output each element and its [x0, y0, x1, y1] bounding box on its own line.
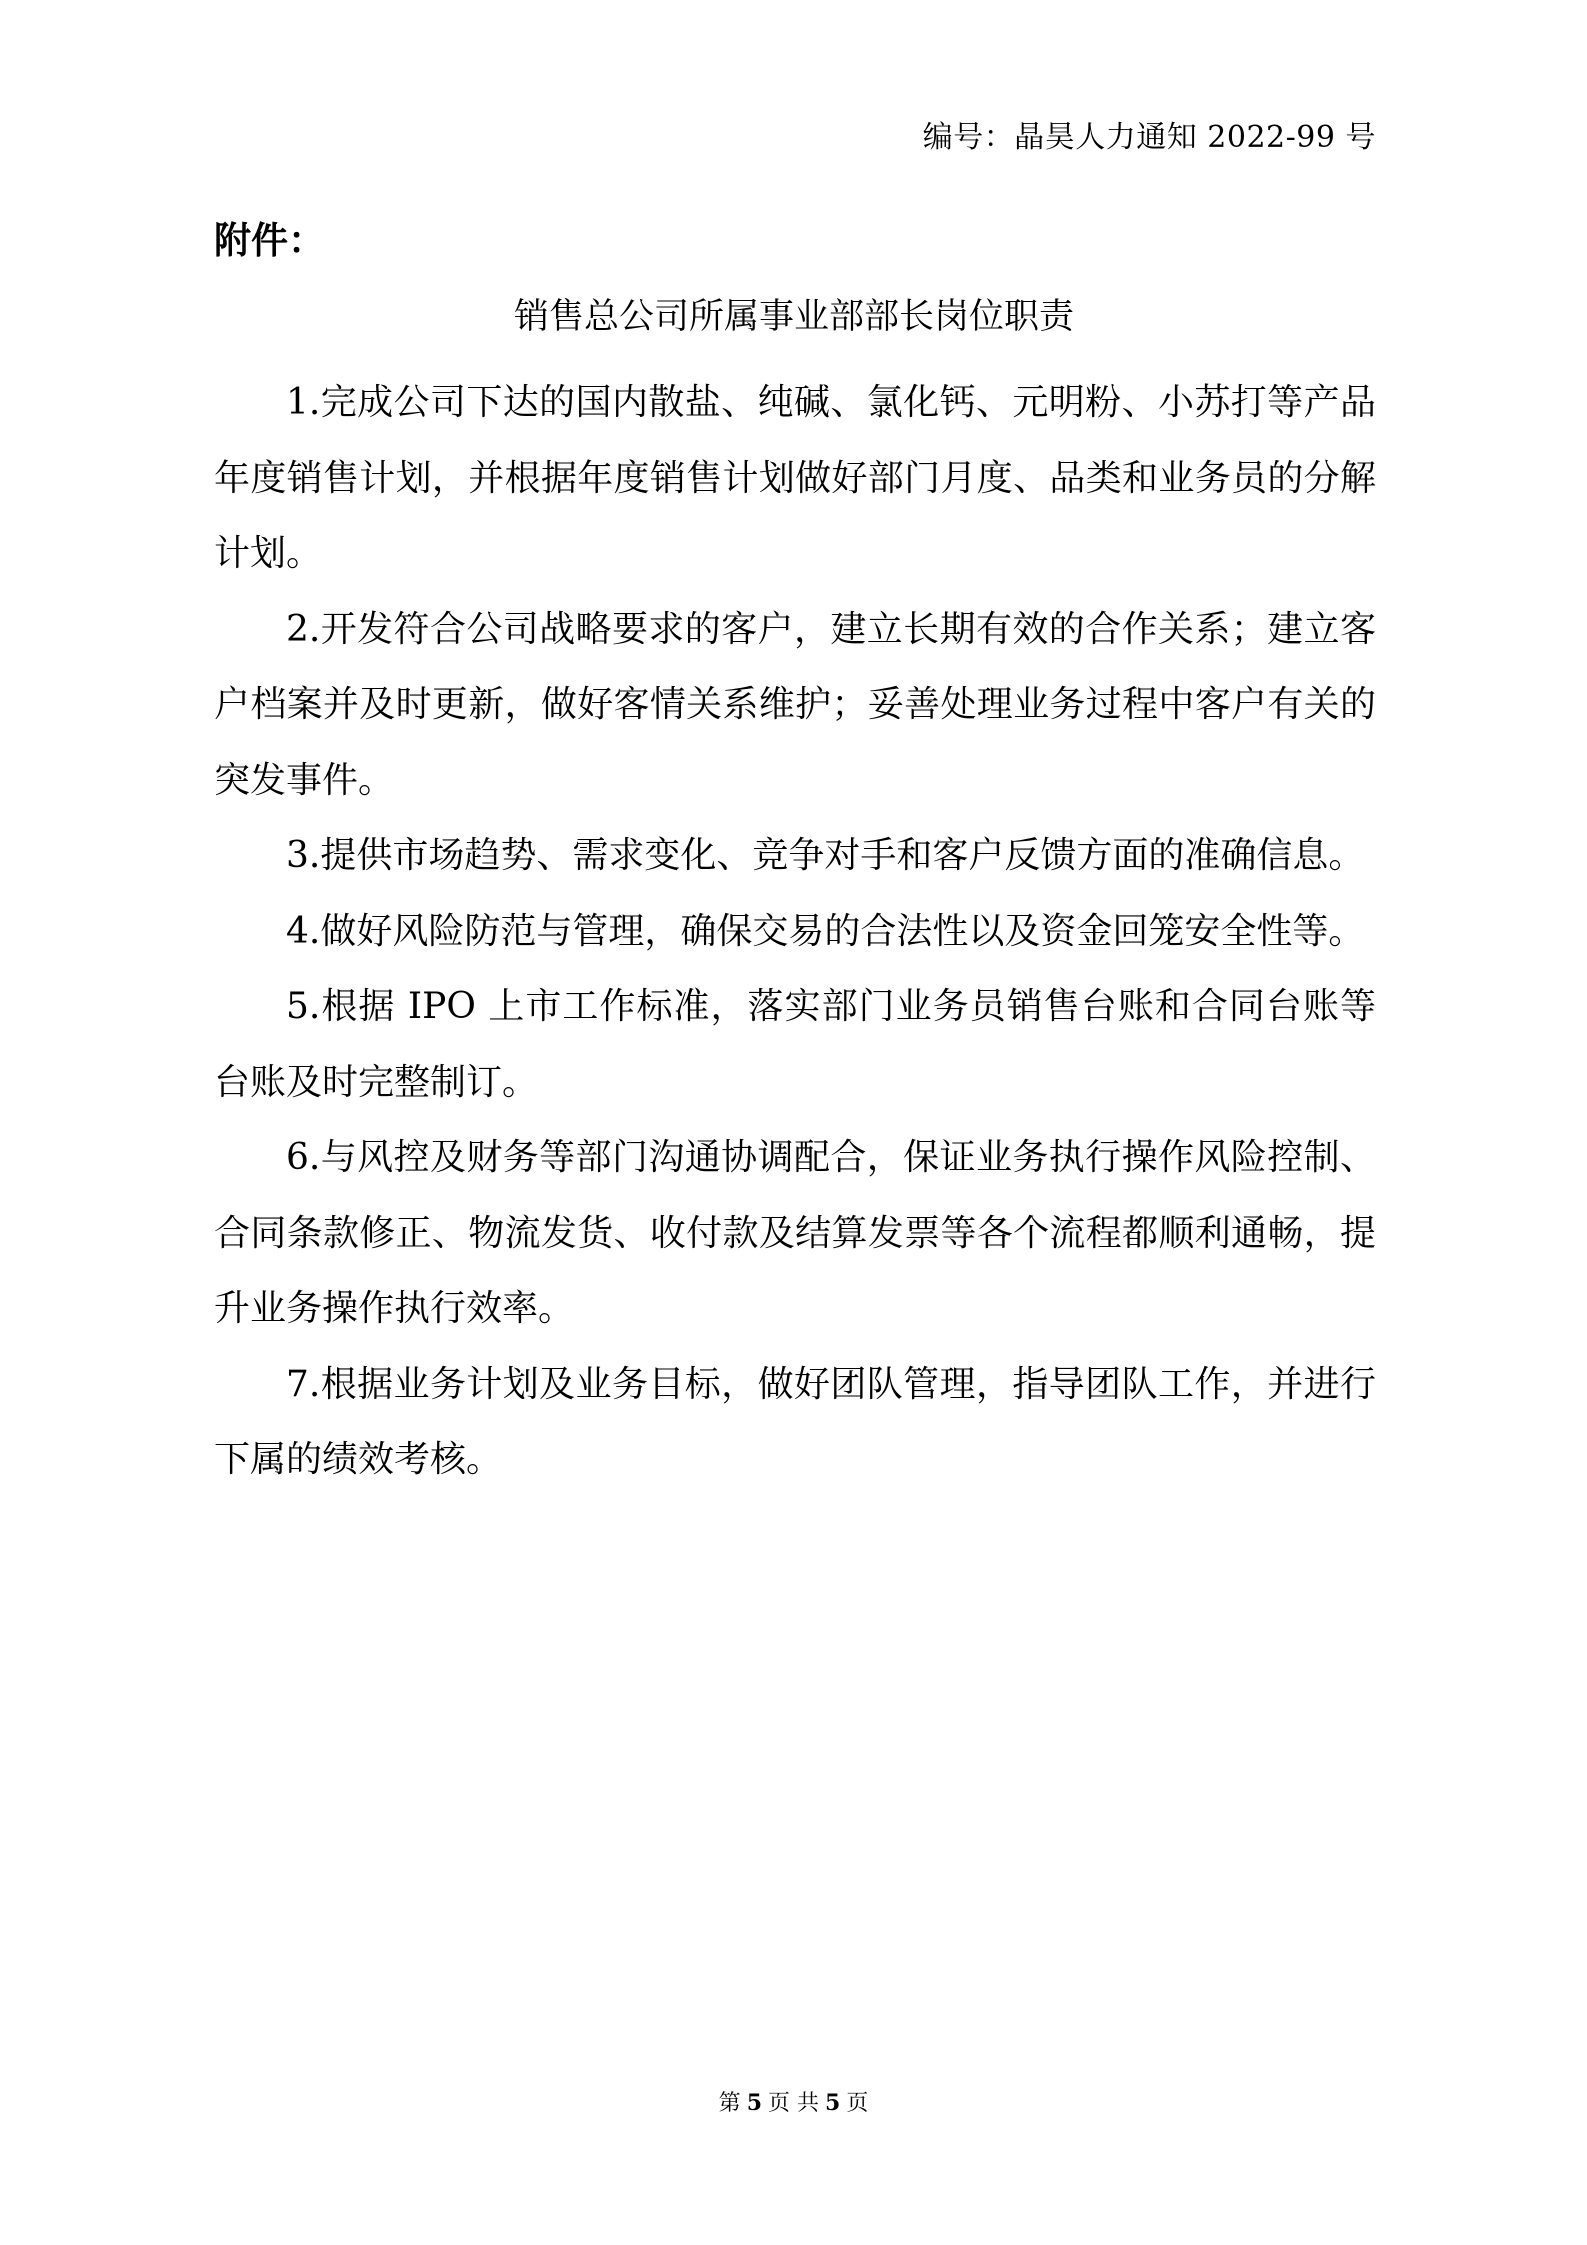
paragraph-3: 3.提供市场趋势、需求变化、竞争对手和客户反馈方面的准确信息。	[286, 835, 1365, 876]
paragraph-2: 2.开发符合公司战略要求的客户，建立长期有效的合作关系；建立客户档案并及时更新，做好客情关系维护；妥善处理业务过程中客户有关的突发事件。	[214, 608, 1376, 801]
document-body	[214, 365, 1376, 1498]
footer-current-page: 5	[746, 2090, 762, 2116]
footer-suffix: 页	[846, 2091, 869, 2116]
footer-total-pages: 5	[825, 2090, 841, 2116]
page-footer	[0, 2086, 1587, 2117]
document-number: 编号：晶昊人力通知 2022-99 号	[922, 120, 1376, 155]
document-title: 销售总公司所属事业部部长岗位职责	[513, 297, 1074, 337]
attachment-label: 附件：	[214, 218, 325, 262]
paragraph-7: 7.根据业务计划及业务目标，做好团队管理，指导团队工作，并进行下属的绩效考核。	[214, 1363, 1376, 1480]
footer-middle: 页 共	[768, 2091, 819, 2116]
paragraph-5: 5.根据 IPO 上市工作标准，落实部门业务员销售台账和合同台账等台账及时完整制订。	[214, 986, 1376, 1103]
footer-prefix: 第	[718, 2091, 741, 2116]
paragraph-6: 6.与风控及财务等部门沟通协调配合，保证业务执行操作风险控制、合同条款修正、物流发货、收付款及结算发票等各个流程都顺利通畅，提升业务操作执行效率。	[214, 1137, 1376, 1329]
paragraph-1: 1.完成公司下达的国内散盐、纯碱、氯化钙、元明粉、小苏打等产品年度销售计划，并根据年度销售计划做好部门月度、品类和业务员的分解计划。	[214, 382, 1376, 574]
paragraph-4: 4.做好风险防范与管理，确保交易的合法性以及资金回笼安全性等。	[286, 910, 1365, 952]
